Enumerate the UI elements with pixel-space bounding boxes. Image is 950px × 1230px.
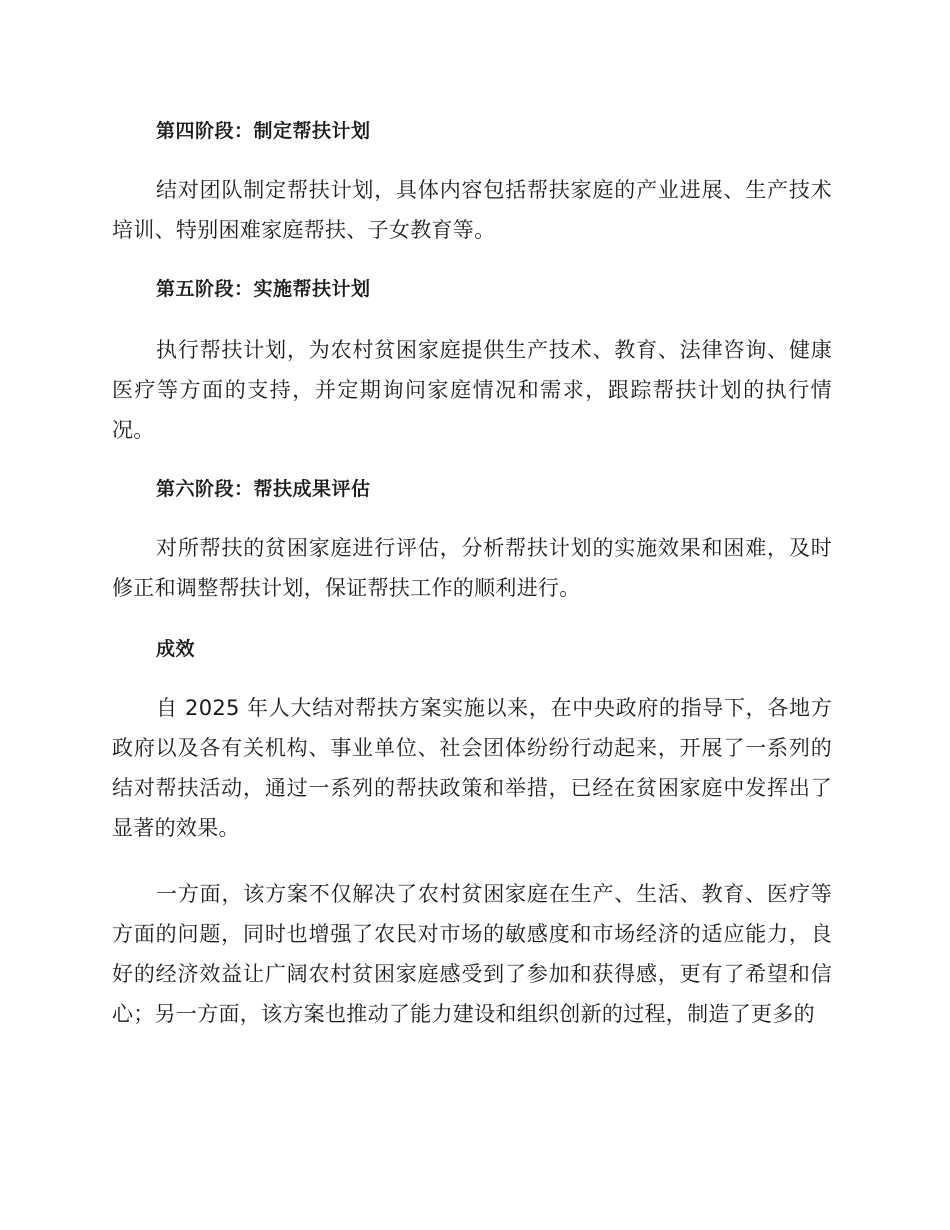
document-page — [112, 108, 832, 1034]
section-paragraph-stage-4: 结对团队制定帮扶计划，具体内容包括帮扶家庭的产业进展、生产技术培训、特别困难家庭帮扶、子女教育等。 — [112, 178, 832, 242]
section-heading-stage-4: 第四阶段：制定帮扶计划 — [156, 120, 371, 142]
section-paragraph-stage-6: 对所帮扶的贫困家庭进行评估，分析帮扶计划的实施效果和困难，及时修正和调整帮扶计划，保证帮扶工作的顺利进行。 — [112, 536, 832, 600]
section-heading-results: 成效 — [156, 638, 196, 660]
section-heading-stage-6: 第六阶段：帮扶成果评估 — [156, 478, 371, 500]
section-paragraph-results: 自 2025 年人大结对帮扶方案实施以来，在中央政府的指导下，各地方政府以及各有关机构、事业单位、社会团体纷纷行动起来，开展了一系列的结对帮扶活动，通过一系列的帮扶政策和举措，已经在贫困家庭中发挥出了显著的效果。 — [112, 696, 832, 840]
section-heading-stage-5: 第五阶段：实施帮扶计划 — [156, 278, 371, 300]
section-paragraph-stage-5: 执行帮扶计划，为农村贫困家庭提供生产技术、教育、法律咨询、健康医疗等方面的支持，并定期询问家庭情况和需求，跟踪帮扶计划的执行情况。 — [112, 338, 832, 442]
section-paragraph-results-continued: 一方面，该方案不仅解决了农村贫困家庭在生产、生活、教育、医疗等方面的问题，同时也增强了农民对市场的敏感度和市场经济的适应能力，良好的经济效益让广阔农村贫困家庭感受到了参加和获得感，更有了希望和信心；另一方面，该方案也推动了能力建设和组织创新的过程，制造了更多的 — [112, 882, 832, 1026]
